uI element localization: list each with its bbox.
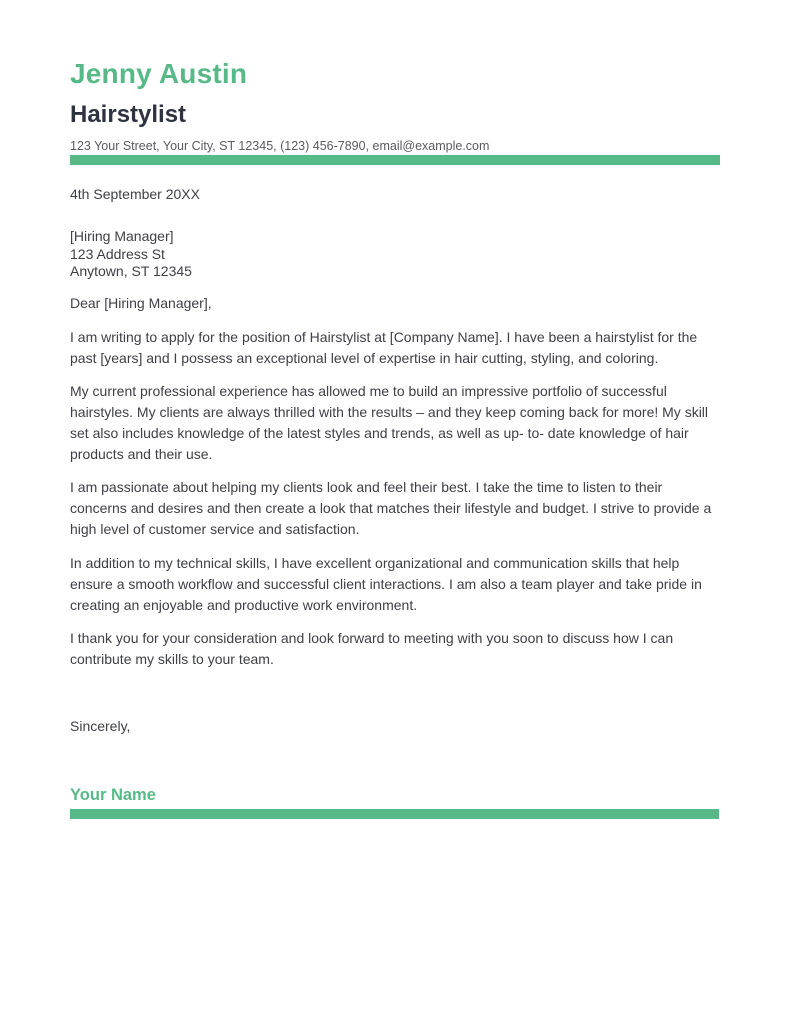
recipient-address	[70, 228, 720, 281]
header-divider-bar	[70, 155, 720, 165]
job-title: Hairstylist	[70, 101, 187, 128]
letter-date: 4th September 20XX	[70, 186, 200, 202]
recipient-city: Anytown, ST 12345	[70, 263, 192, 279]
salutation: Dear [Hiring Manager],	[70, 295, 212, 311]
closing: Sincerely,	[70, 718, 131, 734]
recipient-street: 123 Address St	[70, 245, 165, 262]
applicant-name: Jenny Austin	[70, 58, 248, 89]
recipient-name: [Hiring Manager]	[70, 228, 174, 244]
contact-info: 123 Your Street, Your City, ST 12345, (123) 456-7890, email@example.com	[70, 139, 490, 153]
footer-divider-bar	[70, 809, 719, 819]
body-paragraph-3: I am passionate about helping my clients look and feel their best. I take the time to listen to their concerns and desires and then create a look that matches their lifestyle and budget. I strive to provide a high level of customer service and satisfaction.	[70, 479, 712, 537]
body-paragraph-4: In addition to my technical skills, I have excellent organizational and communication skills that help ensure a smooth workflow and successful client interactions. I am also a team player and take pride in creating an enjoyable and productive work environment.	[70, 555, 702, 613]
signature-name: Your Name	[70, 786, 156, 804]
body-paragraph-2: My current professional experience has allowed me to build an impressive portfolio of successful hairstyles. My clients are always thrilled with the results – and they keep coming back for more! My skill set also includes knowledge of the latest styles and trends, as well as up- to- date knowledge of hair products and their use.	[70, 383, 709, 462]
body-paragraph-5: I thank you for your consideration and look forward to meeting with you soon to discuss how I can contribute my skills to your team.	[70, 630, 674, 667]
body-paragraph-1: I am writing to apply for the position of Hairstylist at [Company Name]. I have been a hairstylist for the past [years] and I possess an exceptional level of expertise in hair cutting, styling, and coloring.	[70, 329, 698, 366]
